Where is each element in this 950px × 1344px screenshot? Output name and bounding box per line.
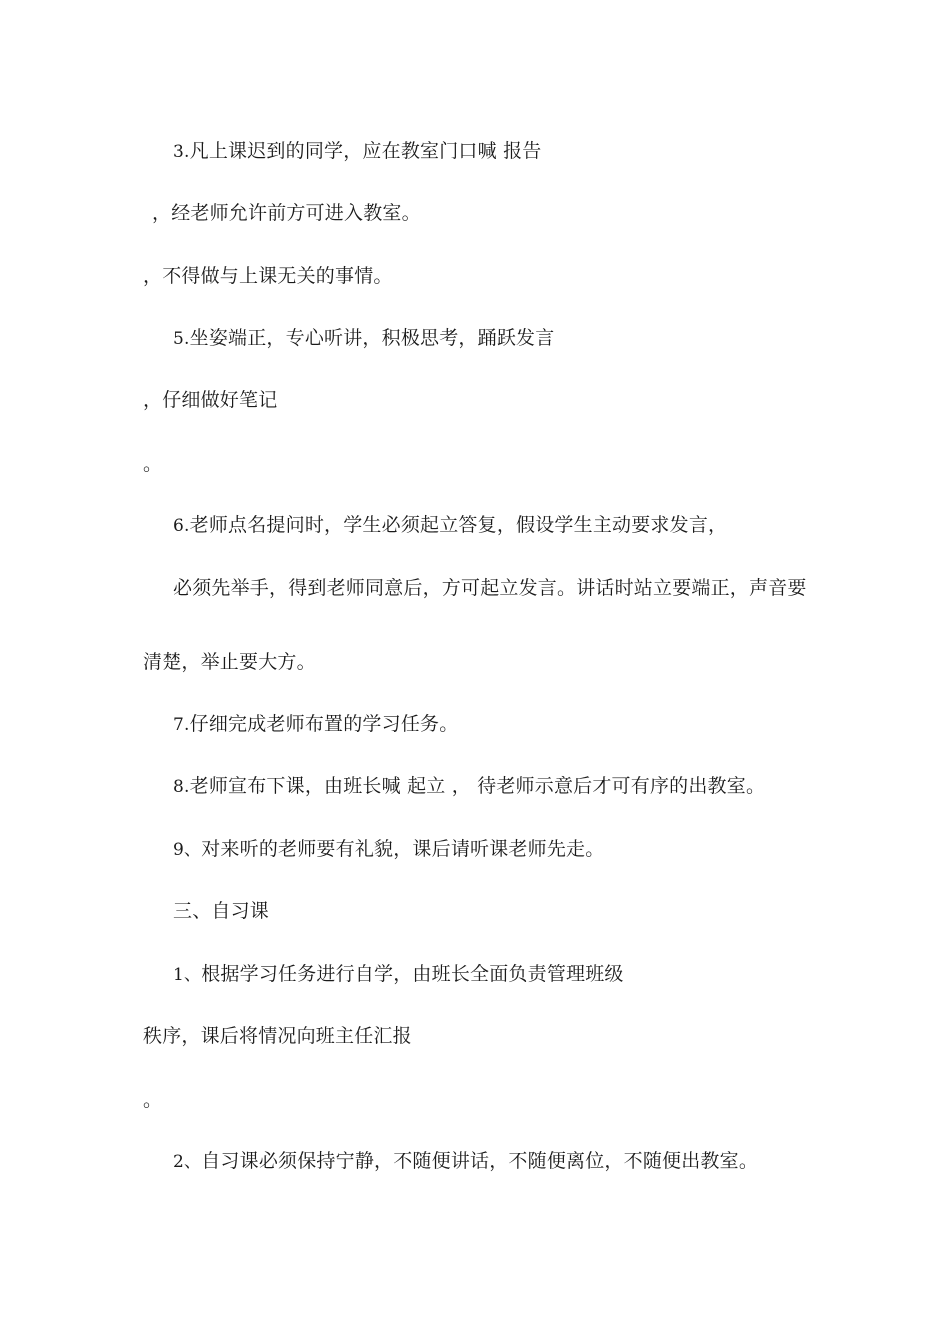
text-line — [143, 1024, 412, 1048]
line-text: ，仔细做好笔记 — [143, 389, 278, 411]
rule-7-line — [173, 712, 458, 737]
line-text: 。 — [143, 453, 163, 475]
rule-6-line — [173, 513, 727, 538]
rule-text: 对来听的老师要有礼貌，课后请听课老师先走。 — [201, 838, 605, 860]
rule-8-line — [173, 774, 765, 799]
line-text: 清楚，举止要大方。 — [143, 651, 316, 673]
text-line — [143, 264, 393, 288]
rule-number: 7. — [173, 715, 190, 735]
section-heading — [173, 899, 269, 923]
rule-5-line — [173, 326, 554, 351]
rule-number: 2、 — [173, 1152, 202, 1172]
rule-number: 8. — [173, 777, 190, 797]
line-text: 。 — [143, 1089, 163, 1111]
rule-number: 1、 — [173, 965, 202, 985]
rule-number: 9、 — [173, 840, 202, 860]
rule-2-line — [173, 1149, 758, 1174]
line-text: ，经老师允许前方可进入教室。 — [152, 202, 421, 224]
section-heading-text: 三、自习课 — [173, 900, 270, 922]
text-line — [143, 1088, 162, 1112]
rule-text: 老师点名提问时，学生必须起立答复，假设学生主动要求发言， — [189, 514, 728, 536]
text-line — [152, 201, 421, 225]
text-line — [143, 650, 316, 674]
rule-number: 5. — [173, 329, 190, 349]
line-text: ，不得做与上课无关的事情。 — [143, 265, 393, 287]
rule-number: 3. — [173, 142, 190, 162]
rule-text: 老师宣布下课，由班长喊 起立 ， 待老师示意后才可有序的出教室。 — [189, 775, 766, 797]
rule-9-line — [173, 837, 604, 862]
line-text: 秩序，课后将情况向班主任汇报 — [143, 1025, 412, 1047]
rule-text: 根据学习任务进行自学，由班长全面负责管理班级 — [201, 963, 624, 985]
rule-text: 凡上课迟到的同学，应在教室门口喊 报告 — [189, 140, 542, 162]
text-line — [143, 388, 277, 412]
text-line — [143, 452, 162, 476]
rule-3-line — [173, 139, 541, 164]
rule-text: 坐姿端正，专心听讲，积极思考，踊跃发言 — [189, 327, 555, 349]
rule-text: 自习课必须保持宁静，不随便讲话，不随便离位，不随便出教室。 — [201, 1150, 759, 1172]
rule-1-line — [173, 962, 624, 987]
rule-text: 仔细完成老师布置的学习任务。 — [189, 713, 459, 735]
text-line — [173, 576, 807, 600]
rule-number: 6. — [173, 516, 190, 536]
line-text: 必须先举手，得到老师同意后，方可起立发言。讲话时站立要端正，声音要 — [173, 577, 807, 599]
